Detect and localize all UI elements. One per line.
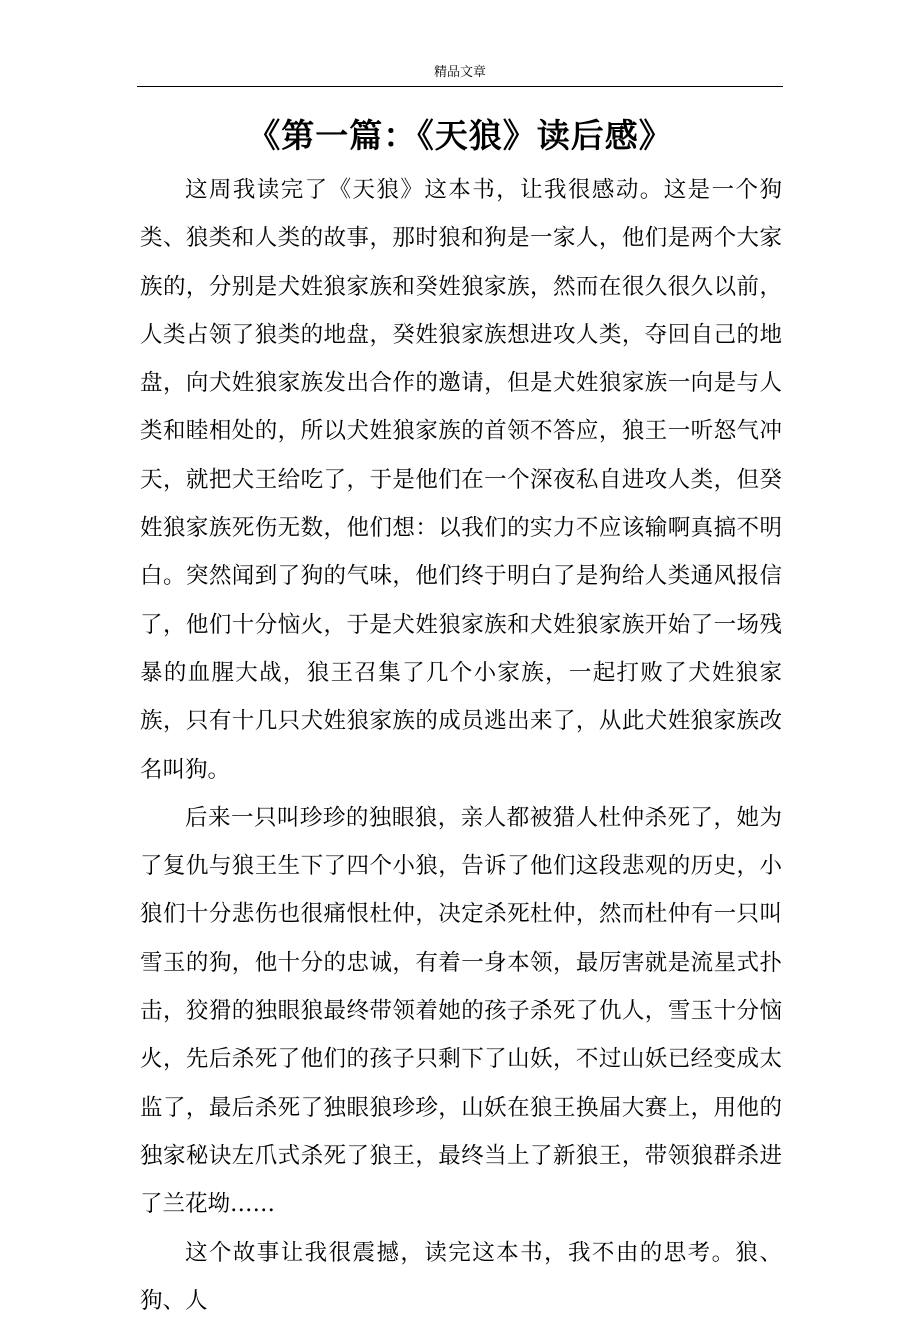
page-header (137, 58, 783, 87)
document-title: 《第一篇：《天狼》读后感》 (247, 116, 673, 155)
header-label: 精品文章 (433, 65, 486, 80)
paragraph-3: 这个故事让我很震撼，读完这本书，我不由的思考。狼、狗、人 (140, 1239, 782, 1314)
paragraph-1: 这周我读完了《天狼》这本书，让我很感动。这是一个狗类、狼类和人类的故事，那时狼和狗是一家人，他们是两个大家族的，分别是犬姓狼家族和癸姓狼家族，然而在很久很久以前，人类占领了狼类的地盘，癸姓狼家族想进攻人类，夺回自己的地盘，向犬姓狼家族发出合作的邀请，但是犬姓狼家族一向是与人类和睦相处的，所以犬姓狼家族的首领不答应，狼王一听怒气冲天，就把犬王给吃了，于是他们在一个深夜私自进攻人类，但癸姓狼家族死伤无数，他们想：以我们的实力不应该输啊真搞不明白。突然闻到了狗的气味，他们终于明白了是狗给人类通风报信了，他们十分恼火，于是犬姓狼家族和犬姓狼家族开始了一场残暴的血腥大战，狼王召集了几个小家族，一起打败了犬姓狼家族，只有十几只犬姓狼家族的成员逃出来了，从此犬姓狼家族改名叫狗。 (140, 177, 782, 783)
paragraph-2: 后来一只叫珍珍的独眼狼，亲人都被猎人杜仲杀死了，她为了复仇与狼王生下了四个小狼，告诉了他们这段悲观的历史，小狼们十分悲伤也很痛恨杜仲，决定杀死杜仲，然而杜仲有一只叫雪玉的狗，他十分的忠诚，有着一身本领，最厉害就是流星式扑击，狡猾的独眼狼最终带领着她的孩子杀死了仇人，雪玉十分恼火，先后杀死了他们的孩子只剩下了山妖，不过山妖已经变成太监了，最后杀死了独眼狼珍珍，山妖在狼王换届大赛上，用他的独家秘诀左爪式杀死了狼王，最终当上了新狼王，带领狼群杀进了兰花坳…… (140, 804, 782, 1218)
document-body (140, 166, 782, 1325)
